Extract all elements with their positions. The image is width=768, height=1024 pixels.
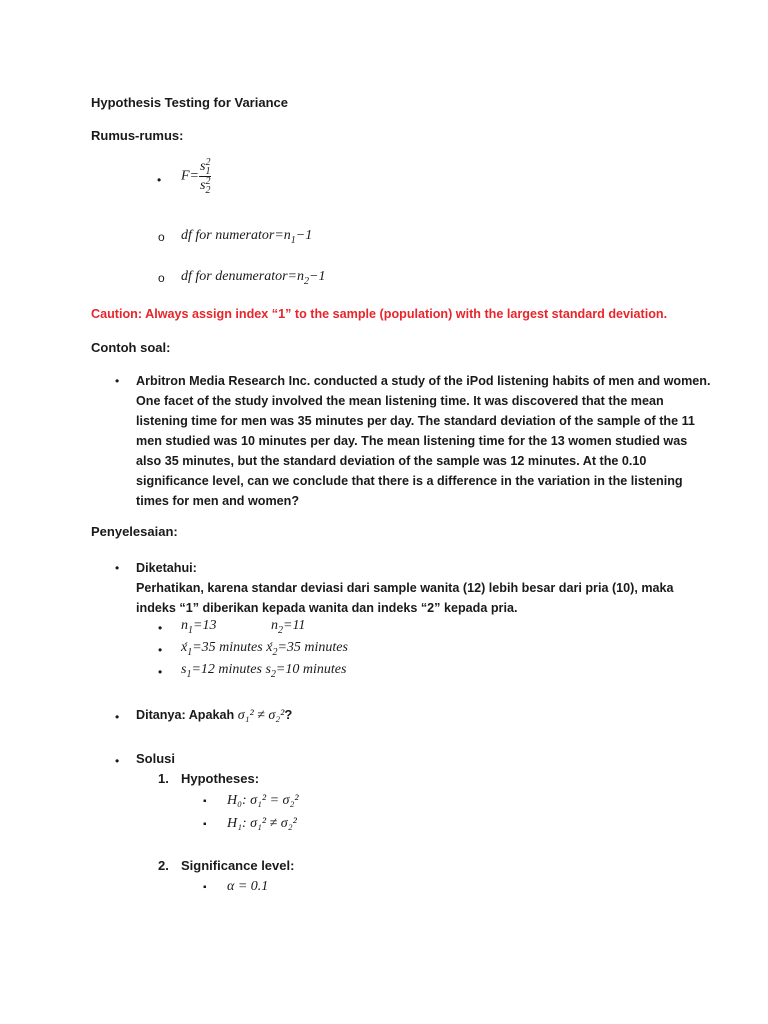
- bullet-marker: o: [158, 230, 165, 244]
- problem-line: also 35 minutes, but the standard deviation of the sample was 12 minutes. At the 0.10: [136, 454, 647, 468]
- penyelesaian-heading: Penyelesaian:: [91, 524, 178, 539]
- bullet-marker: •: [158, 643, 163, 657]
- step-number: 1.: [158, 771, 169, 786]
- caution-note: Caution: Always assign index “1” to the sample (population) with the largest standard deviation.: [91, 307, 668, 321]
- bullet-marker: ▪: [203, 882, 207, 893]
- f-denominator: s 2 2: [200, 176, 211, 196]
- rumus-heading: Rumus-rumus:: [91, 128, 184, 143]
- bullet-marker: ▪: [203, 796, 207, 807]
- solusi-label: Solusi: [136, 751, 176, 766]
- n2-value: $n_2=11$: [271, 618, 306, 636]
- bullet-marker: o: [158, 271, 165, 285]
- f-formula-lhs: F=: [181, 168, 199, 184]
- h1-hypothesis: H₁: σ₁² ≠ σ₂²: [227, 816, 297, 831]
- h0-hypothesis: H₀: σ₁² = σ₂²: [227, 793, 299, 808]
- df-denumerator-formula: df for $denumerator=n_2-1$: [181, 269, 326, 287]
- problem-line: men studied was 10 minutes per day. The mean listening time for the 13 women studied was: [136, 434, 688, 448]
- diketahui-line: Perhatikan, karena standar deviasi dari sample wanita (12) lebih besar dari pria (10), maka: [136, 581, 674, 595]
- ditanya-line: Ditanya: Apakah σ₁² ≠ σ₂²?: [136, 707, 293, 723]
- f-formula-fraction: [199, 158, 211, 195]
- bullet-marker: •: [115, 561, 120, 575]
- n1-value: $n_1=13$: [181, 618, 217, 636]
- bullet-marker: •: [115, 374, 120, 388]
- problem-line: significance level, can we conclude that there is a difference in the variation in the listening: [136, 474, 683, 488]
- bullet-marker: •: [115, 754, 120, 768]
- sd-values: [181, 662, 346, 683]
- bullet-marker: ▪: [203, 819, 207, 830]
- s1-value: $s_1=12$ minutes: [181, 662, 262, 680]
- problem-line: times for men and women?: [136, 494, 300, 508]
- diketahui-label: Diketahui:: [136, 561, 197, 575]
- bullet-marker: •: [158, 621, 163, 635]
- diketahui-block: [136, 558, 696, 618]
- document-title: Hypothesis Testing for Variance: [91, 95, 288, 110]
- bullet-marker: •: [115, 710, 120, 724]
- mean-values: [181, 640, 348, 661]
- df-numerator-formula: df for $numerator=n_1-1$: [181, 228, 313, 246]
- diketahui-line: indeks “1” diberikan kepada wanita dan indeks “2” kepada pria.: [136, 601, 518, 615]
- f-formula: [181, 158, 211, 195]
- alpha-value: α = 0.1: [227, 879, 269, 894]
- step-number: 2.: [158, 858, 169, 873]
- bullet-marker: •: [158, 665, 163, 679]
- significance-label: Significance level:: [181, 858, 295, 873]
- ditanya-expression: σ₁² ≠ σ₂²: [237, 708, 285, 723]
- x2-value: $x́_2=35$ minutes: [266, 640, 348, 658]
- problem-line: listening time for men was 35 minutes per day. The standard deviation of the sample of the 11: [136, 414, 695, 428]
- s2-value: $s_2=10$ minutes: [265, 662, 347, 680]
- contoh-heading: Contoh soal:: [91, 340, 171, 355]
- hypotheses-label: Hypotheses:: [181, 771, 260, 786]
- bullet-marker: •: [157, 173, 162, 187]
- problem-line: One facet of the study involved the mean listening time. It was discovered that the mean: [136, 394, 664, 408]
- x1-value: $x́_1=35$ minutes: [181, 640, 263, 658]
- problem-line: Arbitron Media Research Inc. conducted a study of the iPod listening habits of men and women.: [136, 374, 711, 388]
- f-numerator: s 2 1: [200, 157, 211, 177]
- problem-statement: [136, 371, 711, 511]
